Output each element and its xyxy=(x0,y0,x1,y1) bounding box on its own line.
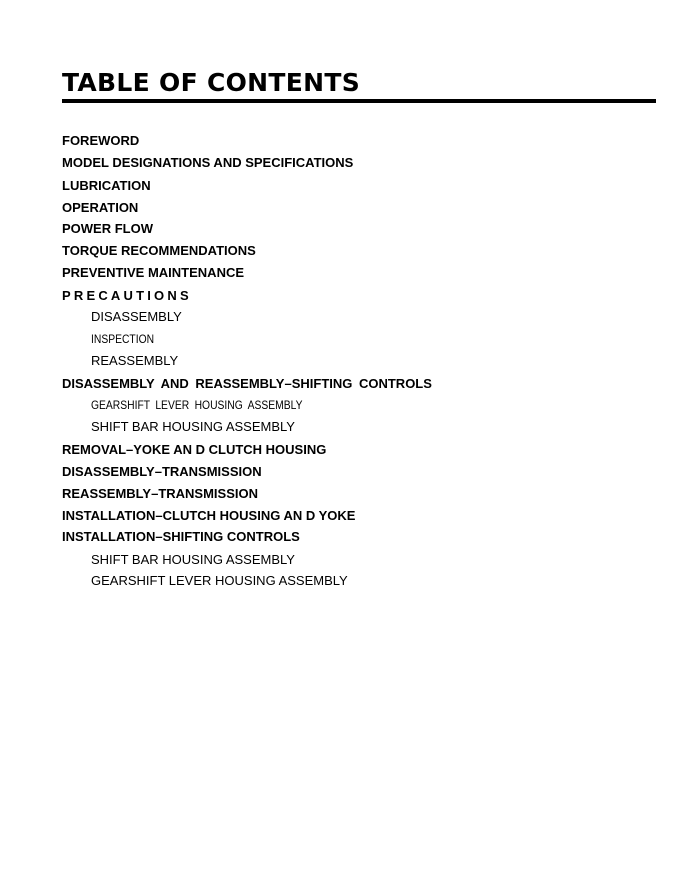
toc-entry-torque-recommendations: TORQUE RECOMMENDATIONS xyxy=(62,243,256,258)
toc-entry-disassembly-reassembly-shifting-controls: DISASSEMBLY AND REASSEMBLY–SHIFTING CONTROLS xyxy=(62,376,432,391)
toc-entry-foreword: FOREWORD xyxy=(62,133,140,148)
toc-entry-removal-yoke-clutch-housing: REMOVAL–YOKE AN D CLUTCH HOUSING xyxy=(62,442,327,457)
toc-subentry-shift-bar-housing-assembly-2: SHIFT BAR HOUSING ASSEMBLY xyxy=(91,552,295,567)
toc-entry-disassembly-transmission: DISASSEMBLY–TRANSMISSION xyxy=(62,464,262,479)
toc-entry-lubrication: LUBRICATION xyxy=(62,178,151,193)
toc-entry-model-designations: MODEL DESIGNATIONS AND SPECIFICATIONS xyxy=(62,155,354,170)
toc-entry-installation-clutch-housing-yoke: INSTALLATION–CLUTCH HOUSING AN D YOKE xyxy=(62,508,356,523)
toc-subentry-reassembly: REASSEMBLY xyxy=(91,353,179,368)
toc-entry-reassembly-transmission: REASSEMBLY–TRANSMISSION xyxy=(62,486,258,501)
page-title: TABLE OF CONTENTS xyxy=(62,68,360,97)
toc-subentry-gearshift-lever-housing-assembly-2: GEARSHIFT LEVER HOUSING ASSEMBLY xyxy=(91,573,348,588)
toc-entry-preventive-maintenance: PREVENTIVE MAINTENANCE xyxy=(62,265,245,280)
toc-subentry-disassembly: DISASSEMBLY xyxy=(91,309,182,324)
toc-subentry-gearshift-lever-housing-assembly: GEARSHIFT LEVER HOUSING ASSEMBLY xyxy=(91,398,303,412)
toc-entry-precautions: PRECAUTIONS xyxy=(62,288,192,303)
toc-subentry-inspection: INSPECTION xyxy=(91,332,155,346)
toc-entry-installation-shifting-controls: INSTALLATION–SHIFTING CONTROLS xyxy=(62,529,300,544)
toc-entry-power-flow: POWER FLOW xyxy=(62,221,153,236)
toc-entry-operation: OPERATION xyxy=(62,200,139,215)
toc-subentry-shift-bar-housing-assembly: SHIFT BAR HOUSING ASSEMBLY xyxy=(91,419,295,434)
